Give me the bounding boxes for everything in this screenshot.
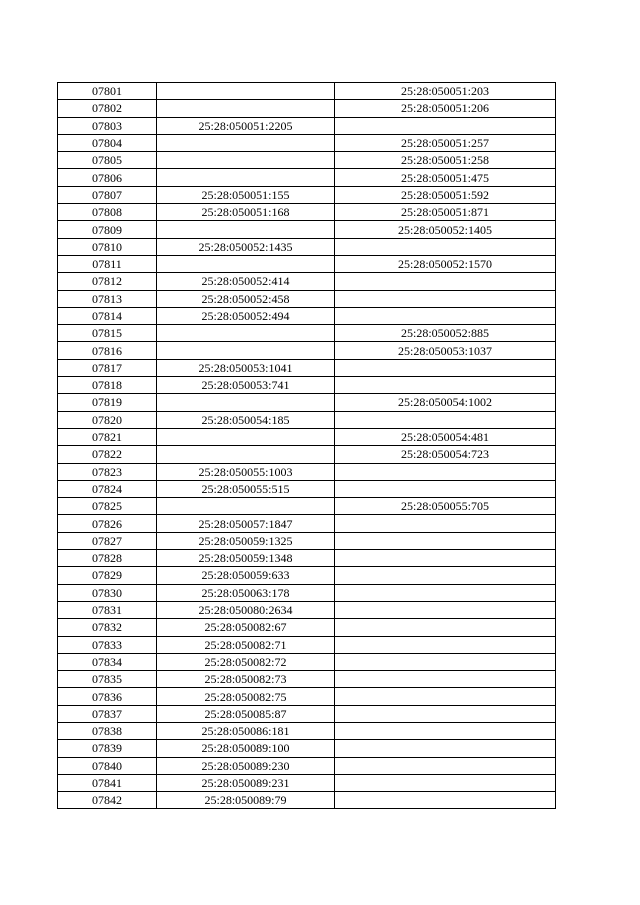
cadastral-number-cell: 25:28:050053:1041 [157,359,335,376]
table-row [58,273,556,290]
table-row [58,204,556,221]
table-row [58,567,556,584]
row-number-cell: 07832 [58,619,157,636]
cadastral-number-cell [335,532,556,549]
cadastral-number-cell: 25:28:050082:67 [157,619,335,636]
cadastral-number-cell: 25:28:050082:73 [157,671,335,688]
row-number-cell: 07837 [58,705,157,722]
row-number-cell: 07818 [58,377,157,394]
cadastral-number-cell: 25:28:050086:181 [157,722,335,739]
row-number-cell: 07835 [58,671,157,688]
cadastral-number-cell: 25:28:050059:1325 [157,532,335,549]
cadastral-number-cell: 25:28:050080:2634 [157,601,335,618]
row-number-cell: 07811 [58,255,157,272]
cadastral-number-cell [157,325,335,342]
row-number-cell: 07817 [58,359,157,376]
table-row [58,480,556,497]
cadastral-number-cell: 25:28:050089:230 [157,757,335,774]
table-row [58,290,556,307]
row-number-cell: 07813 [58,290,157,307]
row-number-cell: 07825 [58,498,157,515]
cadastral-number-cell: 25:28:050052:1570 [335,255,556,272]
cadastral-number-cell [335,359,556,376]
row-number-cell: 07807 [58,186,157,203]
row-number-cell: 07814 [58,307,157,324]
cadastral-number-cell: 25:28:050089:79 [157,792,335,809]
row-number-cell: 07810 [58,238,157,255]
table-row [58,117,556,134]
table-row [58,636,556,653]
cadastral-number-cell [335,117,556,134]
row-number-cell: 07838 [58,722,157,739]
cadastral-number-cell: 25:28:050051:871 [335,204,556,221]
cadastral-number-cell: 25:28:050059:1348 [157,550,335,567]
cadastral-number-cell: 25:28:050053:1037 [335,342,556,359]
row-number-cell: 07828 [58,550,157,567]
cadastral-number-cell [335,792,556,809]
row-number-cell: 07831 [58,601,157,618]
row-number-cell: 07815 [58,325,157,342]
cadastral-number-cell: 25:28:050051:475 [335,169,556,186]
cadastral-number-cell: 25:28:050085:87 [157,705,335,722]
cadastral-number-cell: 25:28:050052:494 [157,307,335,324]
table-row [58,498,556,515]
row-number-cell: 07839 [58,740,157,757]
row-number-cell: 07827 [58,532,157,549]
cadastral-number-cell [157,255,335,272]
table-row [58,325,556,342]
cadastral-number-cell [157,100,335,117]
row-number-cell: 07834 [58,653,157,670]
cadastral-number-cell [157,83,335,100]
table-row [58,394,556,411]
cadastral-number-cell: 25:28:050051:257 [335,134,556,151]
cadastral-number-cell [157,134,335,151]
cadastral-number-cell: 25:28:050059:633 [157,567,335,584]
table-row [58,446,556,463]
row-number-cell: 07840 [58,757,157,774]
cadastral-number-cell: 25:28:050051:203 [335,83,556,100]
cadastral-number-cell: 25:28:050053:741 [157,377,335,394]
cadastral-number-cell [157,342,335,359]
cadastral-number-cell [335,757,556,774]
row-number-cell: 07809 [58,221,157,238]
row-number-cell: 07821 [58,428,157,445]
table-row [58,186,556,203]
cadastral-number-cell [335,653,556,670]
row-number-cell: 07812 [58,273,157,290]
row-number-cell: 07806 [58,169,157,186]
table-row [58,463,556,480]
cadastral-number-cell: 25:28:050052:458 [157,290,335,307]
cadastral-number-cell: 25:28:050054:723 [335,446,556,463]
cadastral-number-cell [157,394,335,411]
table-row [58,688,556,705]
cadastral-number-cell [335,671,556,688]
table-row [58,601,556,618]
table-row [58,619,556,636]
cadastral-number-cell [157,498,335,515]
row-number-cell: 07833 [58,636,157,653]
table-row [58,307,556,324]
table-body [58,83,556,809]
cadastral-number-cell [335,619,556,636]
table-row [58,152,556,169]
cadastral-number-cell: 25:28:050052:885 [335,325,556,342]
cadastral-number-cell [157,169,335,186]
cadastral-number-cell [335,273,556,290]
cadastral-number-cell [157,446,335,463]
cadastral-number-cell: 25:28:050055:515 [157,480,335,497]
cadastral-number-cell: 25:28:050051:206 [335,100,556,117]
table-row [58,671,556,688]
cadastral-number-cell: 25:28:050055:1003 [157,463,335,480]
table-row [58,550,556,567]
row-number-cell: 07808 [58,204,157,221]
cadastral-number-cell [335,584,556,601]
cadastral-number-cell [335,307,556,324]
table-row [58,238,556,255]
cadastral-number-cell [335,238,556,255]
cadastral-number-cell: 25:28:050089:231 [157,774,335,791]
row-number-cell: 07824 [58,480,157,497]
cadastral-number-cell: 25:28:050051:2205 [157,117,335,134]
cadastral-number-cell: 25:28:050082:72 [157,653,335,670]
row-number-cell: 07803 [58,117,157,134]
cadastral-number-cell: 25:28:050052:1435 [157,238,335,255]
cadastral-number-cell: 25:28:050082:75 [157,688,335,705]
cadastral-number-cell [335,515,556,532]
table-row [58,169,556,186]
table-row [58,411,556,428]
table-row [58,83,556,100]
row-number-cell: 07819 [58,394,157,411]
table-row [58,792,556,809]
row-number-cell: 07816 [58,342,157,359]
row-number-cell: 07804 [58,134,157,151]
cadastral-number-cell [335,688,556,705]
cadastral-number-cell: 25:28:050051:168 [157,204,335,221]
row-number-cell: 07829 [58,567,157,584]
row-number-cell: 07841 [58,774,157,791]
cadastral-number-cell: 25:28:050054:1002 [335,394,556,411]
cadastral-number-cell: 25:28:050051:258 [335,152,556,169]
cadastral-number-cell [335,636,556,653]
table-row [58,774,556,791]
table-row [58,377,556,394]
table-row [58,532,556,549]
row-number-cell: 07802 [58,100,157,117]
row-number-cell: 07826 [58,515,157,532]
cadastral-number-cell [335,705,556,722]
table-row [58,134,556,151]
cadastral-number-cell [335,411,556,428]
table-row [58,100,556,117]
row-number-cell: 07842 [58,792,157,809]
table-row [58,653,556,670]
cadastral-number-cell [335,463,556,480]
cadastral-number-cell [335,290,556,307]
row-number-cell: 07836 [58,688,157,705]
row-number-cell: 07823 [58,463,157,480]
cadastral-number-cell: 25:28:050089:100 [157,740,335,757]
cadastral-number-table [57,82,556,809]
table-row [58,221,556,238]
table-row [58,584,556,601]
cadastral-number-cell: 25:28:050057:1847 [157,515,335,532]
cadastral-number-cell [335,377,556,394]
cadastral-number-cell: 25:28:050051:155 [157,186,335,203]
cadastral-number-cell: 25:28:050051:592 [335,186,556,203]
cadastral-number-cell [335,774,556,791]
table-row [58,757,556,774]
cadastral-number-cell [335,550,556,567]
cadastral-number-cell [335,567,556,584]
cadastral-number-cell: 25:28:050052:1405 [335,221,556,238]
cadastral-number-cell [335,740,556,757]
table-row [58,342,556,359]
table-row [58,722,556,739]
cadastral-number-cell [157,221,335,238]
table-row [58,705,556,722]
row-number-cell: 07822 [58,446,157,463]
cadastral-number-cell [157,428,335,445]
table-row [58,515,556,532]
table-row [58,255,556,272]
table-row [58,359,556,376]
table-row [58,740,556,757]
row-number-cell: 07830 [58,584,157,601]
row-number-cell: 07805 [58,152,157,169]
cadastral-number-cell: 25:28:050052:414 [157,273,335,290]
cadastral-number-cell: 25:28:050054:481 [335,428,556,445]
cadastral-number-cell [157,152,335,169]
cadastral-number-cell [335,722,556,739]
cadastral-number-cell [335,480,556,497]
cadastral-number-cell: 25:28:050063:178 [157,584,335,601]
row-number-cell: 07820 [58,411,157,428]
cadastral-number-cell: 25:28:050082:71 [157,636,335,653]
cadastral-number-cell [335,601,556,618]
cadastral-number-cell: 25:28:050054:185 [157,411,335,428]
table-row [58,428,556,445]
cadastral-number-cell: 25:28:050055:705 [335,498,556,515]
row-number-cell: 07801 [58,83,157,100]
